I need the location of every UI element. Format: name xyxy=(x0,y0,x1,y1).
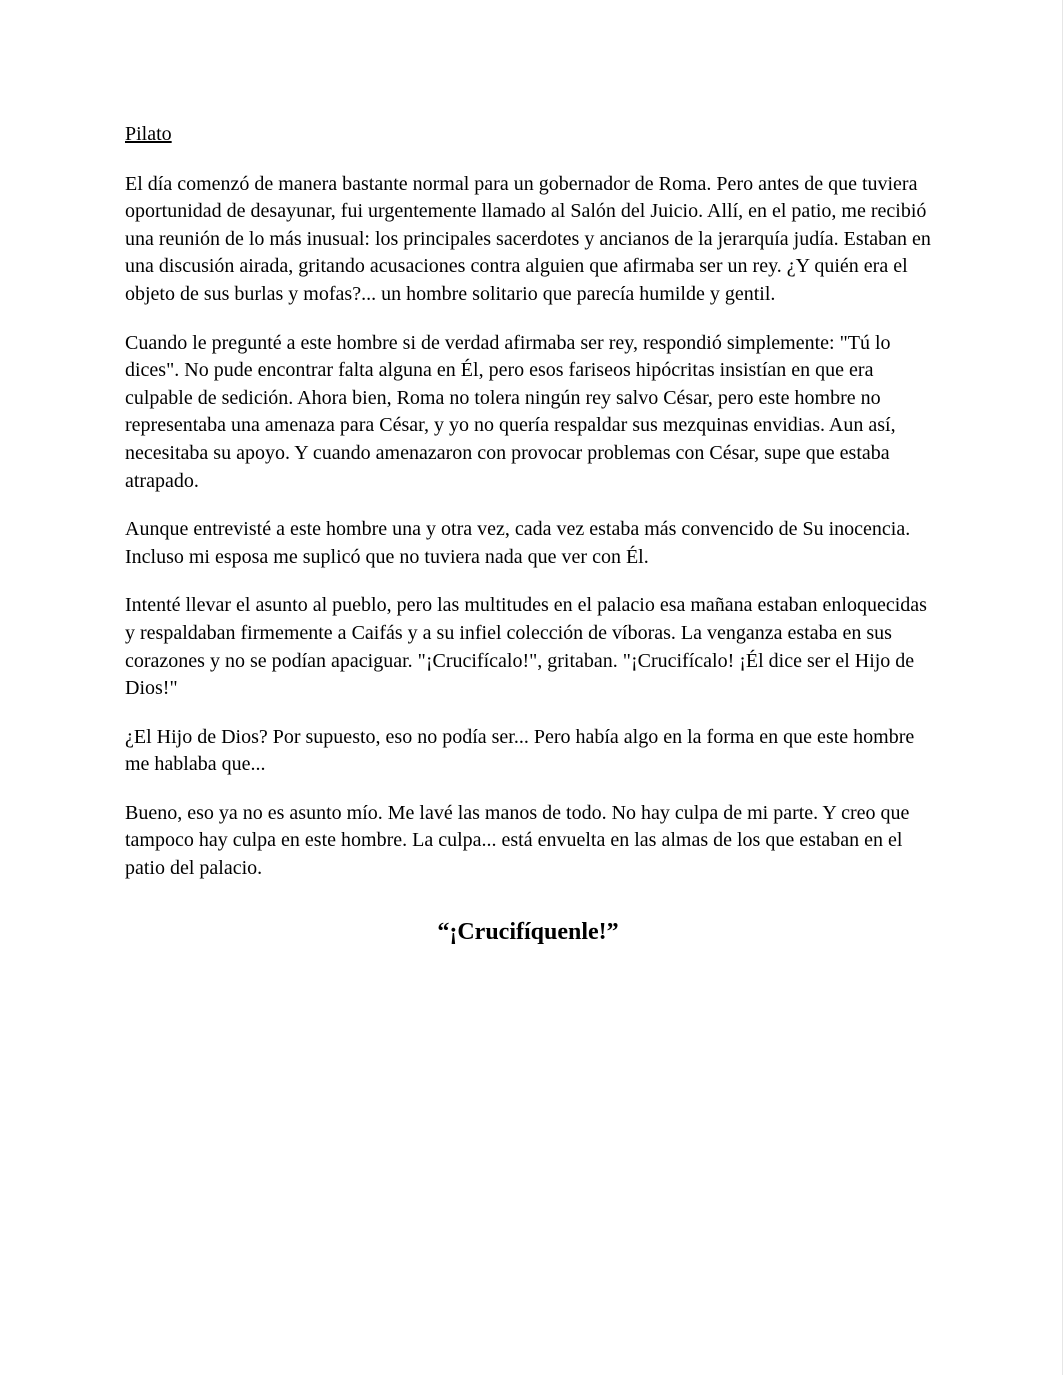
paragraph-6: Bueno, eso ya no es asunto mío. Me lavé las manos de todo. No hay culpa de mi parte. Y creo que tampoco hay culpa en este hombre. La culpa... está envuelta en las almas de los que estaban en el patio del palacio. xyxy=(125,801,910,880)
paragraph-3: Aunque entrevisté a este hombre una y otra vez, cada vez estaba más convencido de Su inocencia. Incluso mi esposa me suplicó que no tuviera nada que ver con Él. xyxy=(125,518,911,568)
paragraph-5: ¿El Hijo de Dios? Por supuesto, eso no podía ser... Pero había algo en la forma en que este hombre me hablaba que... xyxy=(125,725,915,776)
document-body xyxy=(125,121,935,947)
closing-exclamation: “¡Crucifíquenle!” xyxy=(437,918,619,945)
paragraph-2: Cuando le pregunté a este hombre si de verdad afirmaba ser rey, respondió simplemente: "Tú lo dices". No pude encontrar falta alguna en Él, pero esos fariseos hipócritas insistían en que era culpable de sedición. Ahora bien, Roma no tolera ningún rey salvo César, pero este hombre no representaba una amenaza para César, y yo no quería respaldar sus mezquinas envidias. Aun así, necesitaba su apoyo. Y cuando amenazaron con provocar problemas con César, supe que estaba atrapado. xyxy=(125,331,896,492)
paragraph-4: Intenté llevar el asunto al pueblo, pero las multitudes en el palacio esa mañana estaban enloquecidas y respaldaban firmemente a Caifás y a su infiel colección de víboras. La venganza estaba en sus corazones y no se podían apaciguar. "¡Crucifícalo!", gritaban. "¡Crucifícalo! ¡Él dice ser el Hijo de Dios!" xyxy=(125,594,927,700)
document-title: Pilato xyxy=(125,123,172,145)
paragraph-1: El día comenzó de manera bastante normal para un gobernador de Roma. Pero antes de que tuviera oportunidad de desayunar, fui urgentemente llamado al Salón del Juicio. Allí, en el patio, me recibió una reunión de lo más inusual: los principales sacerdotes y ancianos de la jerarquía judía. Estaban en una discusión airada, gritando acusaciones contra alguien que afirmaba ser un rey. ¿Y quién era el objeto de sus burlas y mofas?... un hombre solitario que parecía humilde y gentil. xyxy=(125,172,931,305)
